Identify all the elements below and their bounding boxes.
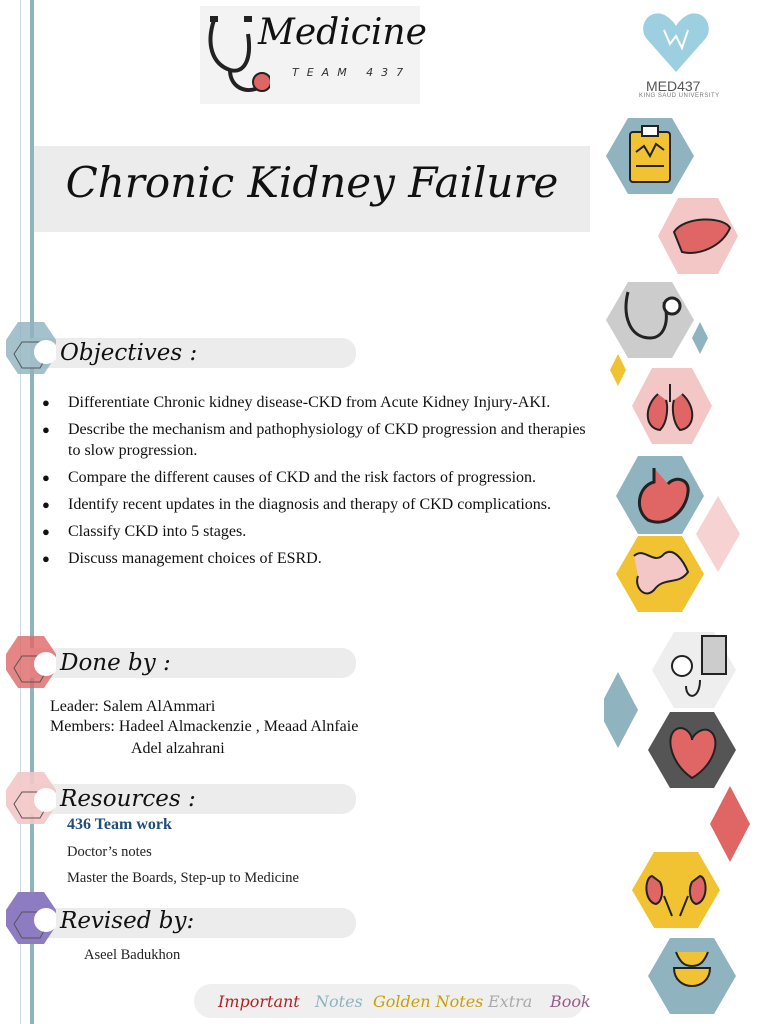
section-marker-icon (6, 892, 56, 944)
badge-subtitle: KING SAUD UNIVERSITY (639, 93, 720, 99)
legend-important: Important (218, 992, 300, 1011)
legend-extra: Extra (488, 992, 533, 1011)
objectives-heading: Objectives : (60, 340, 198, 366)
clipboard-icon (630, 126, 670, 182)
resources-heading: Resources : (60, 786, 196, 812)
decorative-hexagons (604, 116, 768, 1024)
list-item: ● Identify recent updates in the diagnosis and therapy of CKD complications. (42, 494, 602, 515)
leader-text: Leader: Salem AlAmmari (50, 698, 216, 715)
page-title: Chronic Kidney Failure (65, 158, 559, 207)
list-item: ● Describe the mechanism and pathophysiology of CKD progression and therapies to slow progression. (42, 419, 602, 461)
legend-book: Book (550, 992, 591, 1011)
list-item: ● Compare the different causes of CKD and the risk factors of progression. (42, 467, 602, 488)
objectives-list (42, 392, 602, 575)
section-marker-icon (6, 772, 56, 824)
members-text-2: Adel alzahrani (131, 740, 225, 757)
revised-by-heading: Revised by: (60, 908, 195, 934)
reviser-name: Aseel Badukhon (84, 947, 181, 963)
bladder-icon (674, 952, 710, 986)
section-marker-icon (6, 322, 56, 374)
logo-subtitle: TEAM 437 (292, 66, 412, 79)
resource-item: Doctor’s notes (67, 844, 152, 860)
resource-link[interactable]: 436 Team work (67, 816, 172, 833)
list-item: ● Classify CKD into 5 stages. (42, 521, 602, 542)
section-marker-icon (6, 636, 56, 688)
resource-item: Master the Boards, Step-up to Medicine (67, 870, 299, 886)
legend-notes: Notes (315, 992, 363, 1011)
badge-title: MED437 (646, 78, 701, 94)
margin-line-thin (20, 0, 21, 1024)
list-item: ● Differentiate Chronic kidney disease-CKD from Acute Kidney Injury-AKI. (42, 392, 602, 413)
heart-logo-icon (640, 8, 712, 76)
logo-title: Medicine (258, 12, 427, 53)
done-by-heading: Done by : (60, 650, 171, 676)
legend-golden-notes: Golden Notes (373, 992, 484, 1011)
list-item: ● Discuss management choices of ESRD. (42, 548, 602, 569)
members-text: Members: Hadeel Almackenzie , Meaad Alnfaie (50, 718, 359, 735)
